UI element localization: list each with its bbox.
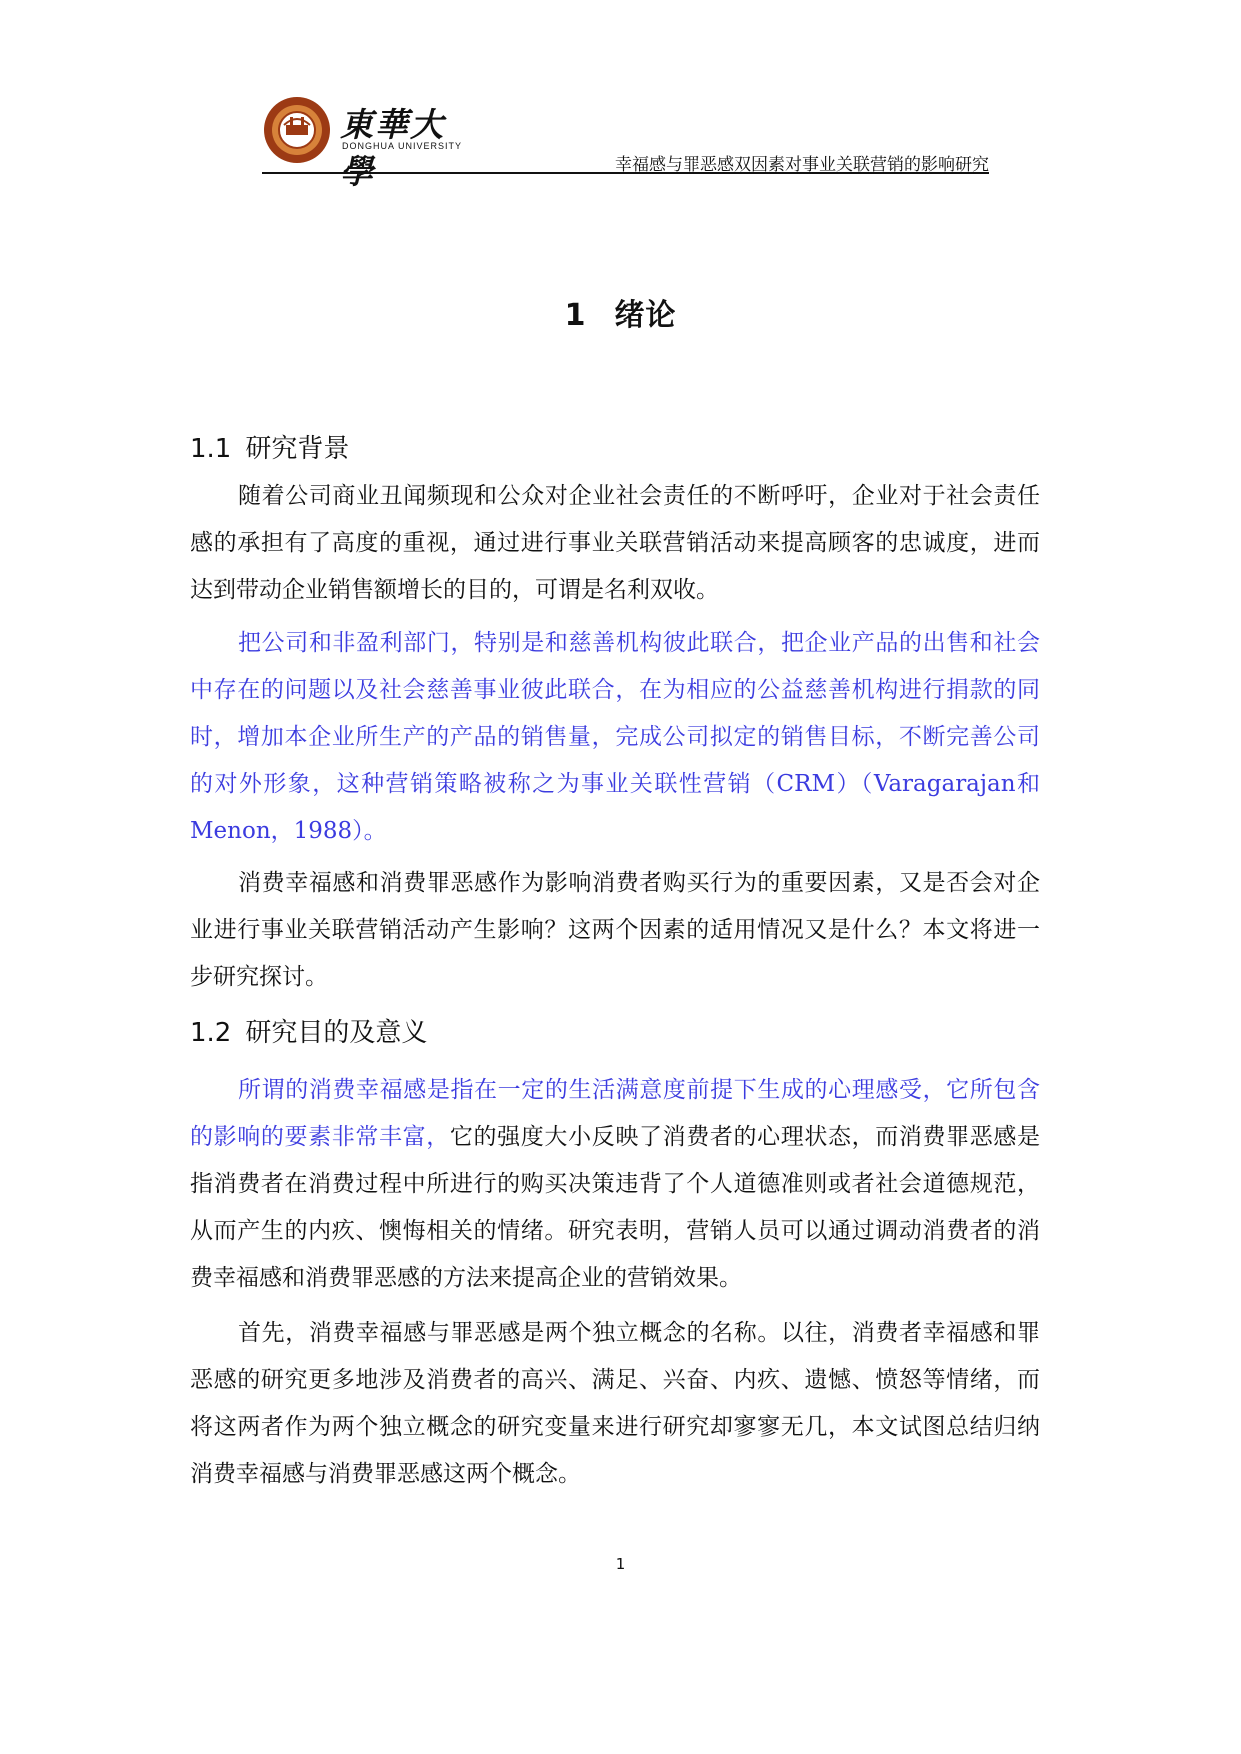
paragraph: 首先，消费幸福感与罪恶感是两个独立概念的名称。以往，消费者幸福感和罪恶感的研究更多地涉及消费者的高兴、满足、兴奋、内疚、遗憾、愤怒等情绪，而将这两者作为两个独立概念的研究变量来进行研究却寥寥无几，本文试图总结归纳消费幸福感与消费罪恶感这两个概念。 bbox=[190, 1320, 1040, 1487]
header-divider bbox=[262, 172, 989, 174]
section-title: 研究目的及意义 bbox=[245, 1018, 428, 1048]
chapter-heading bbox=[0, 290, 1241, 334]
highlighted-text: 所谓的消费幸福感是指在一定的生活满意度前提下生成的心理感受，它所包含的影响的要素非常丰富， bbox=[190, 1077, 1040, 1150]
paragraph-highlighted: 把公司和非盈利部门，特别是和慈善机构彼此联合，把企业产品的出售和社会中存在的问题以及社会慈善事业彼此联合，在为相应的公益慈善机构进行捐款的同时，增加本企业所生产的产品的销售量，完成公司拟定的销售目标，不断完善公司的对外形象，这种营销策略被称之为事业关联性营销（CRM）（Varagarajan和Menon，1988）。 bbox=[190, 630, 1040, 844]
section-title: 研究背景 bbox=[245, 434, 350, 464]
logo-name-cn: 東華大學 bbox=[340, 105, 445, 191]
section-heading-1-1 bbox=[190, 428, 349, 465]
chapter-number: 1 bbox=[564, 298, 587, 333]
section-number: 1.2 bbox=[190, 1018, 232, 1048]
running-header-title: 幸福感与罪恶感双因素对事业关联营销的影响研究 bbox=[615, 155, 989, 175]
page-number: 1 bbox=[615, 1555, 626, 1573]
paragraph: 随着公司商业丑闻频现和公众对企业社会责任的不断呼吁，企业对于社会责任感的承担有了高度的重视，通过进行事业关联营销活动来提高顾客的忠诚度，进而达到带动企业销售额增长的目的，可谓是名利双收。 bbox=[190, 483, 1040, 603]
section-heading-1-2 bbox=[190, 1012, 427, 1049]
chapter-title: 绪论 bbox=[614, 298, 677, 333]
university-logo bbox=[262, 95, 463, 191]
paragraph-text: 它的强度大小反映了消费者的心理状态，而消费罪恶感是指消费者在消费过程中所进行的购买决策违背了个人道德准则或者社会道德规范，从而产生的内疚、懊悔相关的情绪。研究表明，营销人员可以通过调动消费者的消费幸福感和消费罪恶感的方法来提高企业的营销效果。 bbox=[190, 1124, 1041, 1291]
paragraph: 消费幸福感和消费罪恶感作为影响消费者购买行为的重要因素，又是否会对企业进行事业关联营销活动产生影响？这两个因素的适用情况又是什么？本文将进一步研究探讨。 bbox=[190, 870, 1040, 990]
section-number: 1.1 bbox=[190, 434, 232, 464]
logo-name-en: DONGHUA UNIVERSITY bbox=[342, 141, 463, 151]
paragraph bbox=[190, 1067, 1040, 1302]
